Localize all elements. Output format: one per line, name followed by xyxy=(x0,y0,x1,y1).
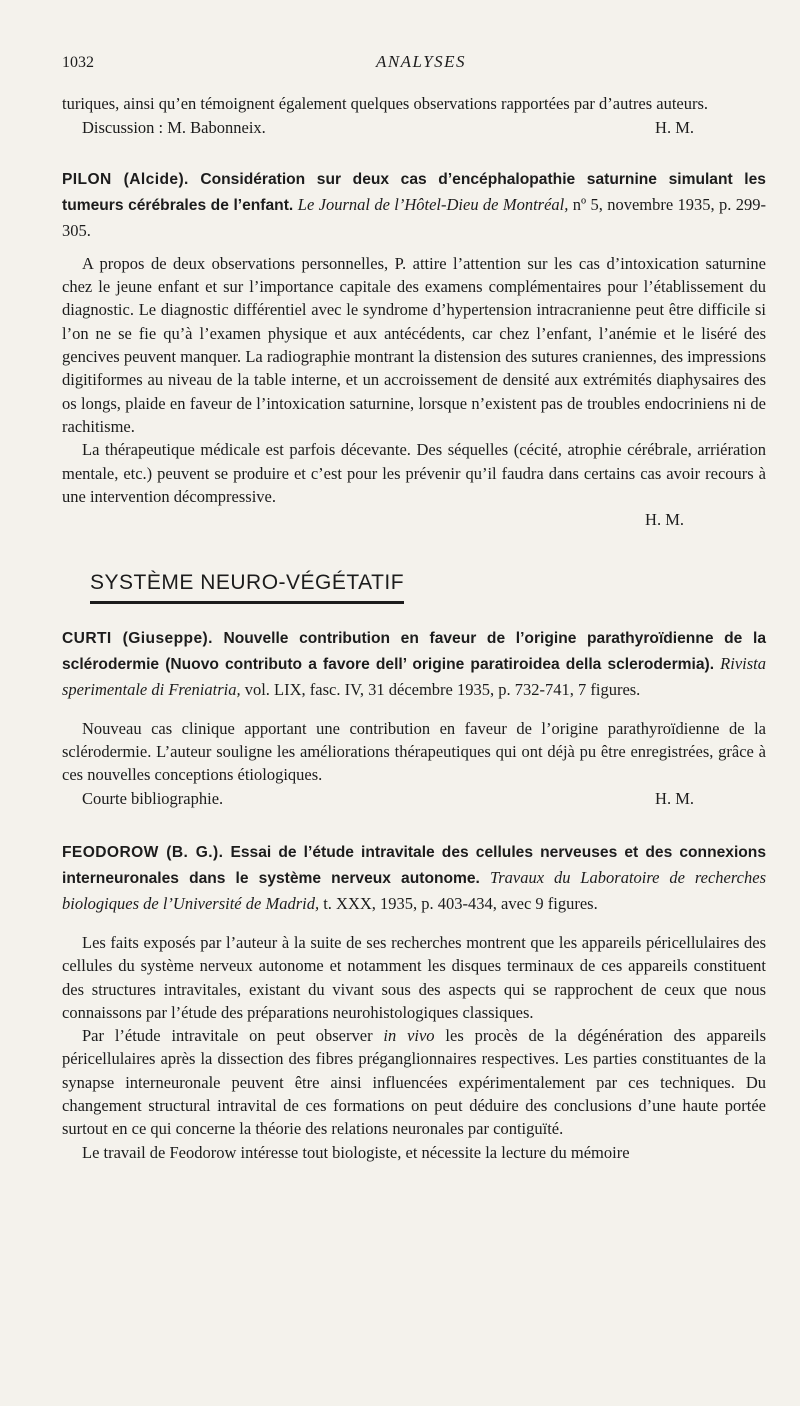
entry-author: CURTI (Giuseppe). xyxy=(62,629,213,647)
entry-paragraph: Le travail de Feodorow intéresse tout biologiste, et nécessite la lecture du mémoire xyxy=(82,1142,630,1162)
running-title: ANALYSES xyxy=(375,52,466,71)
paragraph-text: les procès de la dégénération des appareils péricellulaires après la dissection des fibres préganglionnaires respectives. Les parties constituantes de la synapse interneuronale peuvent être ainsi influencées expérimentalement par ces techniques. Du changement structural intravital de ces formations on peut déduire des conclusions d’une haute portée surtout en ce qui concerne la théorie des relations neuronales par contiguïté. xyxy=(62,1026,767,1139)
entry-paragraph: Les faits exposés par l’auteur à la suite de ses recherches montrent que les appareils péricellulaires des cellules du système nerveux autonome et notamment les disques terminaux de ces appareils constituent des structures intravitales, existant du vivant sous des aspects qui se rapprochent de ceux que nous connaissons par l’étude des préparations neurohistologiques classiques. xyxy=(62,932,766,1022)
continued-paragraph: turiques, ainsi qu’en témoignent également quelques observations rapportées par d’autres auteurs. xyxy=(62,94,709,114)
biblio-line xyxy=(62,787,766,810)
entry-journal: Rivista sperimentale di Freniatria, xyxy=(62,653,766,699)
entry-paragraph: A propos de deux observations personnelles, P. attire l’attention sur les cas d’intoxication saturnine chez le jeune enfant et sur l’importance capitale des examens complémentaires pour l’établissement du diagnostic. Le diagnostic différentiel avec le syndrome d’hypertension intracranienne peut être difficile si l’on ne se fie qu’à l’examen physique et aux antécédents, car chez l’enfant, l’anémie et le liséré des gencives peuvent manquer. La radiographie montrant la distension des sutures craniennes, des impressions digitiformes au niveau de la table interne, et un accroissement de densité aux extrémités diaphysaires des os longs, plaide en faveur de l’intoxication saturnine, lorsque n’existent pas de troubles endocriniens ni de rachitisme. xyxy=(62,253,766,436)
entry-paragraph xyxy=(62,1024,766,1140)
entry-journal: Travaux du Laboratoire de recherches biologiques de l’Université de Madrid, xyxy=(62,867,766,913)
signature: H. M. xyxy=(655,117,694,137)
entry-author: PILON (Alcide). xyxy=(62,170,189,188)
entry-feodorow xyxy=(62,840,766,1164)
discussion-text: Discussion : M. Babonneix. xyxy=(82,117,266,137)
entry-title: Nouvelle contribution en faveur de l’origine parathyroïdienne de la sclérodermie (Nuovo contributo a favore dell’ origine paratiroidea della sclerodermia). xyxy=(62,629,766,673)
paragraph-text: Par l’étude intravitale on peut observer xyxy=(82,1026,373,1046)
entry-pilon xyxy=(62,167,766,532)
entry-citation: t. XXX, 1935, p. 403-434, avec 9 figures. xyxy=(323,893,598,913)
entry-heading xyxy=(62,626,766,703)
page-header xyxy=(62,50,766,74)
signature: H. M. xyxy=(655,788,694,808)
bibliography-note: Courte bibliographie. xyxy=(82,788,224,808)
entry-paragraph: La thérapeutique médicale est parfois décevante. Des séquelles (cécité, atrophie cérébrale, arriération mentale, etc.) peuvent se produire et c’est pour les prévenir qu’il faudra dans certains cas avoir recours à une intervention décompressive. xyxy=(62,440,766,506)
section-title: SYSTÈME NEURO-VÉGÉTATIF xyxy=(90,571,404,603)
entry-heading xyxy=(62,840,766,917)
entry-citation: vol. LIX, fasc. IV, 31 décembre 1935, p. 732-741, 7 figures. xyxy=(244,679,641,699)
entry-author: FEODOROW (B. G.). xyxy=(62,843,224,861)
emphasis: in vivo xyxy=(383,1026,435,1046)
entry-curti xyxy=(62,626,766,810)
entry-title: Considération sur deux cas d’encéphalopathie saturnine simulant les tumeurs cérébrales de l’enfant. xyxy=(62,170,766,214)
discussion-line xyxy=(62,116,766,139)
entry-paragraph: Nouveau cas clinique apportant une contribution en faveur de l’origine parathyroïdienne de la sclérodermie. L’auteur souligne les améliorations thérapeutiques qui ont déjà pu être enregistrées, grâce à ces nouvelles conceptions étiologiques. xyxy=(62,718,766,785)
signature: H. M. xyxy=(645,510,684,530)
entry-title: Essai de l’étude intravitale des cellules nerveuses et des connexions interneuronales dans le système nerveux autonome. xyxy=(62,843,766,887)
entry-citation: nº 5, novembre 1935, p. 299-305. xyxy=(62,194,766,240)
entry-journal: Le Journal de l’Hôtel-Dieu de Montréal, xyxy=(297,194,569,214)
page-number: 1032 xyxy=(62,54,94,71)
document-page xyxy=(62,50,766,1164)
entry-heading xyxy=(62,167,766,244)
